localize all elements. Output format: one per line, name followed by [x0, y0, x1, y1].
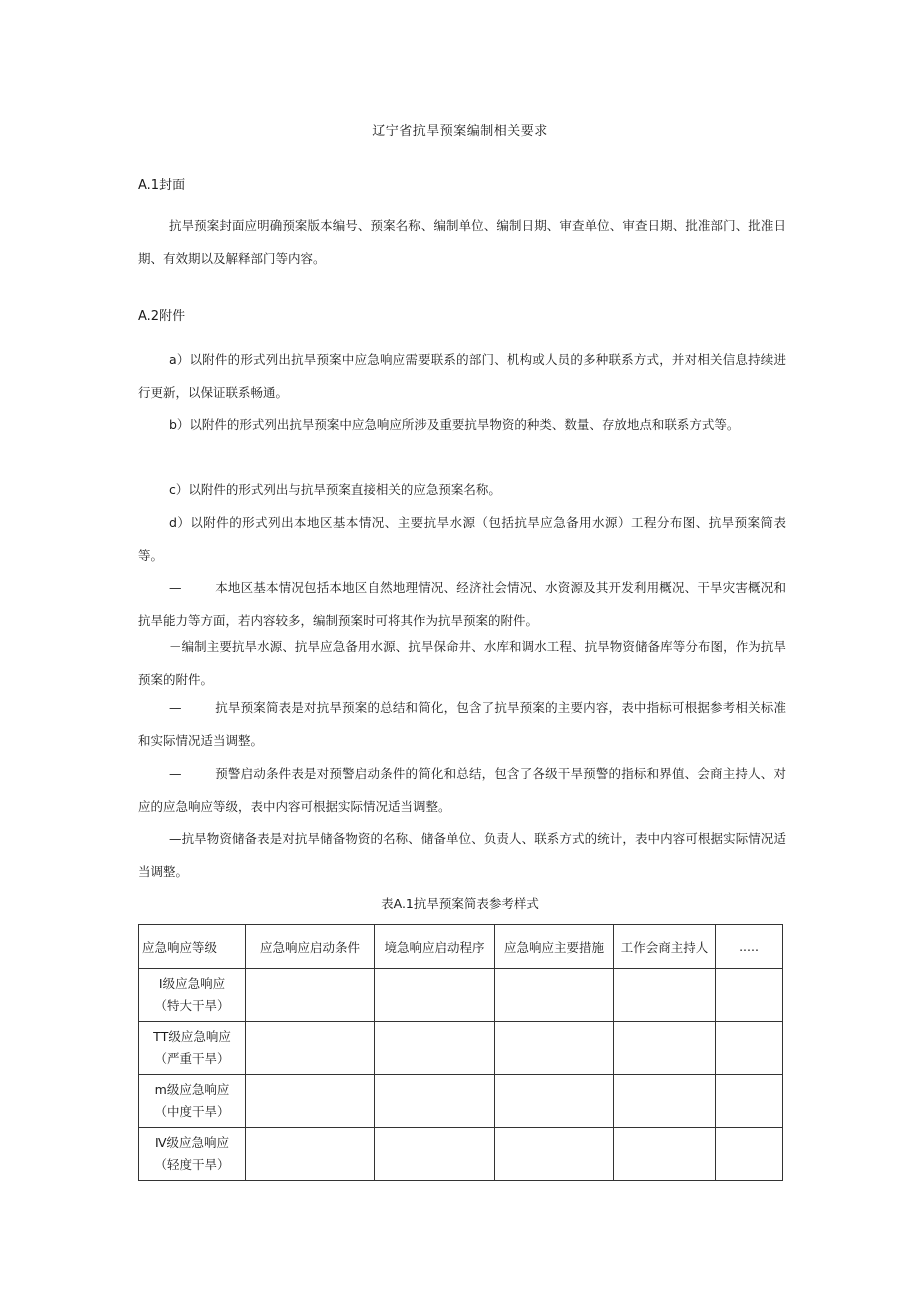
column-header: 应急响应主要措施: [495, 925, 614, 969]
note-text: 抗旱预案简表是对抗旱预案的总结和简化，包含了抗旱预案的主要内容，表中指标可根据参考相关标准和实际情况适当调整。: [138, 700, 786, 748]
table-caption: 表A.1抗旱预案简表参考样式: [381, 896, 539, 911]
level-name: ΤΤ级应急响应: [153, 1029, 231, 1044]
table-cell: [716, 969, 783, 1022]
level-severity: （特大干旱）: [154, 998, 230, 1013]
attachment-item-a: a）以附件的形式列出抗旱预案中应急响应需要联系的部门、机构或人员的多种联系方式，并对相关信息持续进行更新，以保证联系畅通。: [138, 352, 786, 400]
attachment-item-d: d）以附件的形式列出本地区基本情况、主要抗旱水源（包括抗旱应急备用水源）工程分布图、抗旱预案简表等。: [138, 515, 786, 563]
table-cell: [495, 1022, 614, 1075]
table-cell: [246, 1128, 375, 1181]
level-severity: （轻度干旱）: [154, 1157, 230, 1172]
table-row: [139, 1128, 783, 1181]
column-header: .....: [716, 925, 783, 969]
table-cell: [614, 969, 716, 1022]
document-title: 辽宁省抗旱预案编制相关要求: [372, 124, 548, 139]
table-cell: [716, 1022, 783, 1075]
table-cell: [375, 1022, 495, 1075]
column-header: 境急响应启动程序: [375, 925, 495, 969]
table-cell: [246, 1075, 375, 1128]
table-cell: [614, 1075, 716, 1128]
note-dash: —: [169, 766, 182, 781]
note-summary-table: [138, 691, 786, 757]
response-level-cell: [139, 1128, 246, 1181]
table-cell: [375, 1128, 495, 1181]
table-cell: [246, 969, 375, 1022]
response-level-cell: [139, 1075, 246, 1128]
table-cell: [375, 1075, 495, 1128]
attachment-item-c: c）以附件的形式列出与抗旱预案直接相关的应急预案名称。: [169, 482, 501, 497]
table-row: [139, 969, 783, 1022]
table-cell: [614, 1128, 716, 1181]
table-cell: [246, 1022, 375, 1075]
column-header: 应急响应启动条件: [246, 925, 375, 969]
note-warning-table: [138, 757, 786, 823]
note-distribution-map: －编制主要抗旱水源、抗旱应急备用水源、抗旱保命井、水库和调水工程、抗旱物资储备库等分布图，作为抗旱预案的附件。: [138, 639, 786, 687]
level-severity: （中度干旱）: [154, 1104, 230, 1119]
table-row: [139, 1075, 783, 1128]
note-dash: —: [169, 700, 182, 715]
table-row: [139, 1022, 783, 1075]
table-cell: [716, 1128, 783, 1181]
section-a2-heading: A.2附件: [138, 309, 186, 324]
table-cell: [716, 1075, 783, 1128]
attachment-item-b: b）以附件的形式列出抗旱预案中应急响应所涉及重要抗旱物资的种类、数量、存放地点和联系方式等。: [169, 417, 740, 432]
note-text: 本地区基本情况包括本地区自然地理情况、经济社会情况、水资源及其开发利用概况、干旱灾害概况和抗旱能力等方面，若内容较多，编制预案时可将其作为抗旱预案的附件。: [138, 580, 786, 628]
column-header: 应急响应等级: [139, 925, 246, 969]
level-name: m级应急响应: [154, 1082, 230, 1097]
summary-table: [138, 924, 783, 1181]
table-cell: [495, 1128, 614, 1181]
note-basic-info: [138, 571, 786, 637]
table-cell: [495, 969, 614, 1022]
note-text: 预警启动条件表是对预警启动条件的简化和总结，包含了各级干旱预警的指标和界值、会商主持人、对应的应急响应等级，表中内容可根据实际情况适当调整。: [138, 766, 786, 814]
table-cell: [495, 1075, 614, 1128]
section-a1-heading: A.1封面: [138, 178, 186, 193]
response-level-cell: [139, 1022, 246, 1075]
table-cell: [614, 1022, 716, 1075]
level-name: Ⅳ级应急响应: [154, 1135, 230, 1150]
note-materials-table: —抗旱物资储备表是对抗旱储备物资的名称、储备单位、负责人、联系方式的统计，表中内容可根据实际情况适当调整。: [138, 831, 786, 879]
section-a1-paragraph: 抗旱预案封面应明确预案版本编号、预案名称、编制单位、编制日期、审查单位、审查日期、批准部门、批准日期、有效期以及解释部门等内容。: [138, 218, 786, 266]
table-cell: [375, 969, 495, 1022]
column-header: 工作会商主持人: [614, 925, 716, 969]
level-name: Ⅰ级应急响应: [158, 976, 226, 991]
level-severity: （严重干旱）: [154, 1051, 230, 1066]
response-level-cell: [139, 969, 246, 1022]
note-dash: —: [169, 580, 182, 595]
table-header-row: [139, 925, 783, 969]
